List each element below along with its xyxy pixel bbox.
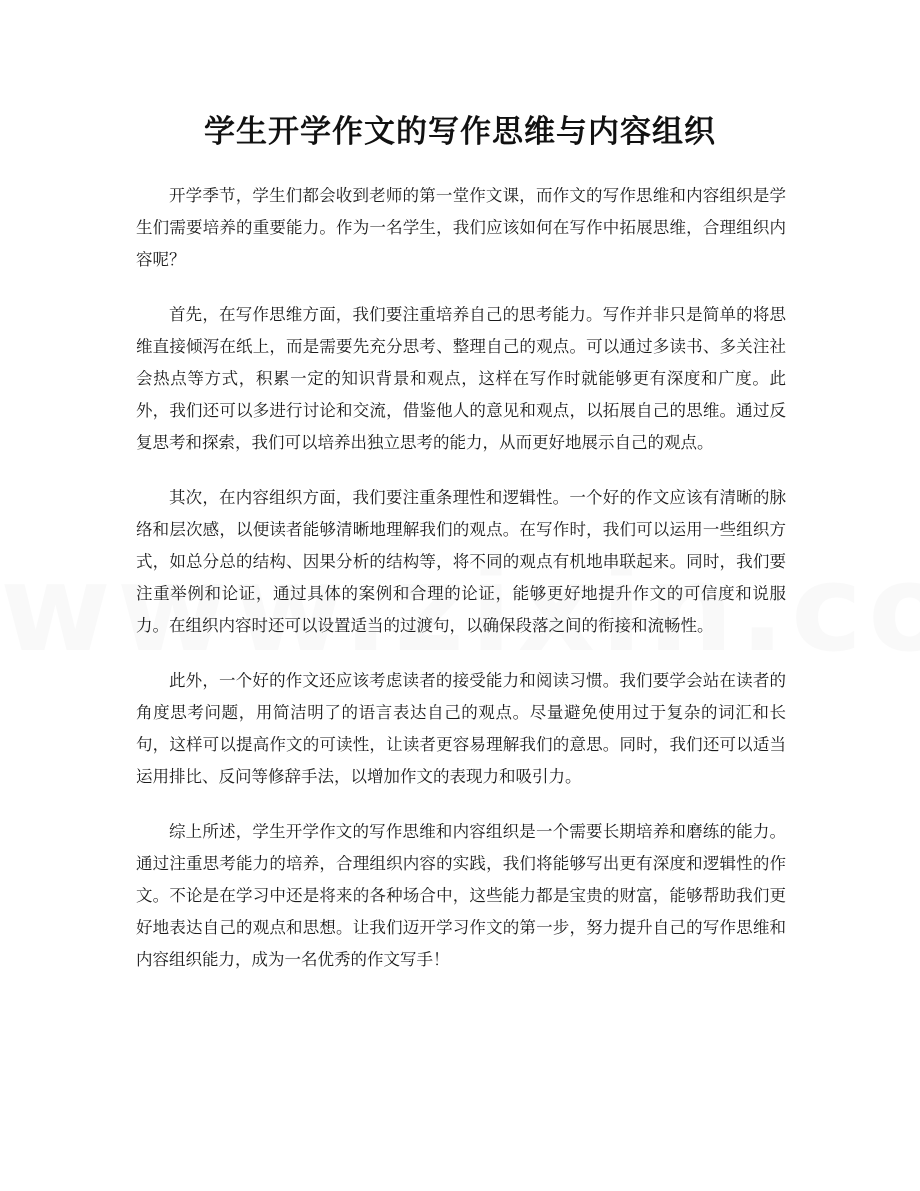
paragraph-intro: 开学季节，学生们都会收到老师的第一堂作文课，而作文的写作思维和内容组织是学生们需要培养的重要能力。作为一名学生，我们应该如何在写作中拓展思维，合理组织内容呢？ [136,186,786,269]
paragraph-thinking: 首先，在写作思维方面，我们要注重培养自己的思考能力。写作并非只是简单的将思维直接倾泻在纸上，而是需要先充分思考、整理自己的观点。可以通过多读书、多关注社会热点等方式，积累一定的知识背景和观点，这样在写作时就能够更有深度和广度。此外，我们还可以多进行讨论和交流，借鉴他人的意见和观点，以拓展自己的思维。通过反复思考和探索，我们可以培养出独立思考的能力，从而更好地展示自己的观点。 [136,305,786,452]
document-body [136,180,786,999]
paragraph-organization: 其次，在内容组织方面，我们要注重条理性和逻辑性。一个好的作文应该有清晰的脉络和层次感，以便读者能够清晰地理解我们的观点。在写作时，我们可以运用一些组织方式，如总分总的结构、因果分析的结构等，将不同的观点有机地串联起来。同时，我们要注重举例和论证，通过具体的案例和合理的论证，能够更好地提升作文的可信度和说服力。在组织内容时还可以设置适当的过渡句，以确保段落之间的衔接和流畅性。 [136,488,786,635]
paragraph-reader: 此外，一个好的作文还应该考虑读者的接受能力和阅读习惯。我们要学会站在读者的角度思考问题，用简洁明了的语言表达自己的观点。尽量避免使用过于复杂的词汇和长句，这样可以提高作文的可读性，让读者更容易理解我们的意思。同时，我们还可以适当运用排比、反问等修辞手法，以增加作文的表现力和吸引力。 [136,671,786,786]
paragraph-conclusion: 综上所述，学生开学作文的写作思维和内容组织是一个需要长期培养和磨练的能力。通过注重思考能力的培养，合理组织内容的实践，我们将能够写出更有深度和逻辑性的作文。不论是在学习中还是将来的各种场合中，这些能力都是宝贵的财富，能够帮助我们更好地表达自己的观点和思想。让我们迈开学习作文的第一步，努力提升自己的写作思维和内容组织能力，成为一名优秀的作文写手！ [136,822,786,969]
document-title: 学生开学作文的写作思维与内容组织 [204,114,716,150]
